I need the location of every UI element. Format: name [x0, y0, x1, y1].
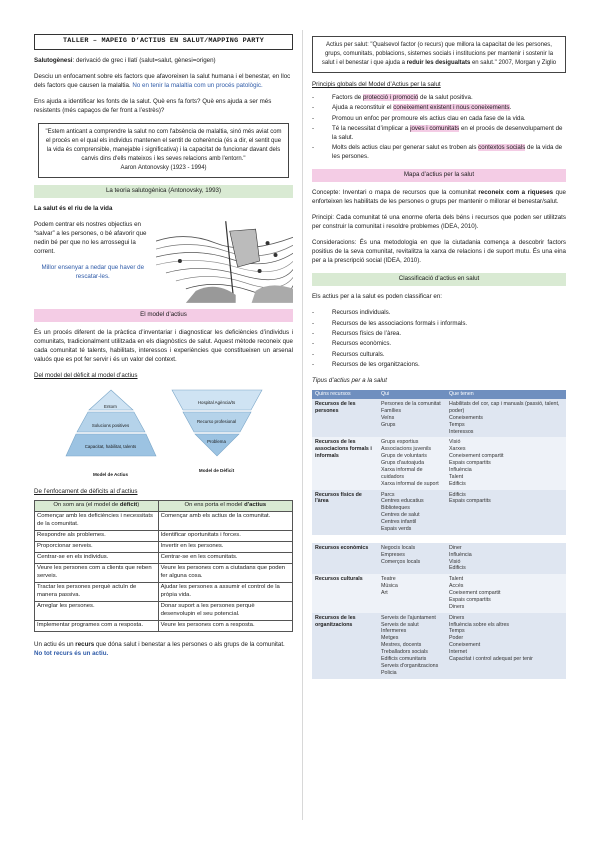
deficit-to-asset-heading: Del model del dèficit al model d’actius [34, 371, 138, 379]
closing-paragraph: Un actiu és un recurs que dóna salut i benestar a les persones o als grups de la comunitat. No tot recurs és un actiu. [34, 640, 285, 657]
resources-header-row [312, 390, 566, 399]
highlight: protecció i promoció [362, 93, 419, 101]
table-row [35, 583, 293, 602]
quote-author: Aaron Antonovsky (1923 - 1994) [120, 164, 207, 171]
resource-category: Recursos de les associacions formals i informals [312, 437, 378, 489]
highlight: joves i comunitats [410, 125, 460, 133]
asset-pyramid-caption: Model de Actius [92, 471, 129, 477]
asset-cell: Ajudar les persones a assumir el control de la pròpia vida. [158, 583, 292, 602]
resource-category: Recursos econòmics [312, 543, 378, 575]
section-band-salutogenic-theory: La teoria salutogènica (Antonovsky, 1993) [34, 185, 293, 198]
table-row [35, 620, 293, 631]
class-item: - Recursos de les organitzacions. [312, 361, 566, 370]
principle-item: - Té la necessitat d’implicar a joves i comunitats en el procés de desenvolupament de la salut. [312, 125, 566, 143]
asset-cell: Donar suport a les persones perquè desenvolupin el seu potencial. [158, 601, 292, 620]
deficit-asset-table [34, 500, 293, 632]
river-section [34, 221, 293, 303]
resources-row [312, 490, 566, 535]
class-item: - Recursos individuals. [312, 309, 566, 318]
river-text: Podem centrar els nostres objectius en “salvar” a les persones, o bé afavorir que nedin bé per que no les arrossegui la corrent. [34, 220, 147, 255]
table-heading: De l’enfocament de dèficits al d’actius [34, 488, 138, 496]
deficit-cell: Implementar programes com a resposta. [35, 620, 159, 631]
table-header-row [35, 501, 293, 512]
asset-cell: Veure les persones com a resposta. [158, 620, 292, 631]
principles-list [312, 94, 566, 162]
resource-category: Recursos físics de l'àrea [312, 490, 378, 535]
resource-who: Negocis locals Empreses Comerços locals [378, 543, 446, 575]
section-band-classification: Classificació d’actius en salut [312, 273, 566, 286]
class-item: - Recursos econòmics. [312, 340, 566, 349]
deficit-cell: Veure les persones com a clients que reben serveis. [35, 564, 159, 583]
resource-who: Teatre Música Art [378, 574, 446, 612]
table-body [35, 512, 293, 632]
principle-item: - Factors de protecció i promoció de la salut positiva. [312, 94, 566, 103]
resource-who: Grups esportius Associacions juvenils Grups de voluntaris Grups d'autoajuda Xarxa informal de cuidadors Xarxa informal de suport [378, 437, 446, 489]
classes-list [312, 309, 566, 370]
asset-pyramid-tier-2: Solucions positives [91, 422, 130, 428]
considerations-paragraph: Consideracions: És una metodologia en que la ciutadania comença a descobrir factors positius de la seva comunitat, revitalitza la xarxa de relacions i de suport mutu. És una eina per a la prescripció social (IDEA, 2010). [312, 239, 566, 265]
resource-have: Diner Influència Visió Edificis [446, 543, 566, 575]
asset-pyramid-tier-1: Entorn [104, 403, 117, 409]
section-band-asset-map: Mapa d’actius per la salut [312, 169, 566, 182]
deficit-cell: Centrar-se en els individus. [35, 553, 159, 564]
table-row [35, 512, 293, 531]
resource-who: Parcs Centres educatius Biblioteques Centres de salut Centres infantil Espais verds [378, 490, 446, 535]
salutogenesi-definition: Salutogènesi: derivació de grec i llatí (salut=salut, gènesi=origen) [34, 56, 216, 64]
class-item: - Recursos de les associacions formals i informals. [312, 320, 566, 329]
table-gap [312, 535, 566, 543]
resource-have: Talent Accés Coeixement compartit Espais compartits Diners [446, 574, 566, 612]
table-row [35, 531, 293, 542]
asset-cell: Centrar-se en les comunitats. [158, 553, 292, 564]
asset-cell: Invertir en les persones. [158, 542, 292, 553]
principles-heading: Principis globals del Model d’Actius per la salut [312, 81, 441, 88]
classification-intro: Els actius per a la salut es poden classificar en: [312, 293, 443, 301]
resources-header-who: Qui [378, 390, 446, 399]
asset-cell: Veure les persones com a ciutadans que poden fer alguna cosa. [158, 564, 292, 583]
resource-have: Diners Influència sobre els altres Temps Poder Coneixement Internet Capacitat i control adequat per tenir [446, 613, 566, 679]
table-row [35, 553, 293, 564]
resource-who: Serveis de l'ajuntament Serveis de salut Infermeres Metges Mestres, docents Treballadors socials Edificis comunitaris Serveis d'organitzacions Policia [378, 613, 446, 679]
asset-pyramid [65, 388, 157, 479]
asset-definition-box: Actius per salut: "Qualsevol factor (o recurs) que millora la capacitat de les persones, grups, comunitats, poblacions, sistemes socials i institucions per mantenir i sostenir la salut i el benestar i que ajuda a reduir les desigualtats en salut." 2007, Morgan y Ziglio [312, 36, 566, 73]
river-blue-text: Millor ensenyar a nedar que haver de rescatar-les. [41, 263, 145, 280]
intro-paragraph: Desciu un enfocament sobre els factors que afavoreixen la salut humana i el benestar, en lloc dels factors que causen la malaltia. No en tenir la malaltia com un procés patològic. [34, 72, 291, 89]
deficit-cell: Respondre als problemes. [35, 531, 159, 542]
antonovsky-quote [38, 123, 289, 178]
deficit-pyramid-tier-2: Recurso profesional [196, 418, 237, 424]
asset-pyramid-tier-3: Capacitat, habilitat, talents [84, 444, 137, 450]
river-of-life-illustration [156, 221, 293, 303]
table-header-deficit: On som ara (el model de dèficit) [35, 501, 159, 512]
resource-category: Recursos de les persones [312, 399, 378, 437]
resources-body [312, 399, 566, 679]
class-item: - Recursos físics de l’àrea. [312, 330, 566, 339]
highlight: coneixement existent i nous coneixements [393, 104, 510, 112]
deficit-pyramid-tier-1: Hospital Agència/ts [197, 399, 236, 405]
deficit-pyramid-tier-3: Problema [207, 439, 226, 445]
types-heading: Tipus d’actius per a la salut [312, 377, 387, 385]
asset-cell: Identificar oportunitats i forces. [158, 531, 292, 542]
page-title: TALLER – MAPEIG D’ACTIUS EN SALUT/MAPPING PARTY [34, 34, 293, 50]
quote-text: "Estem anticant a comprendre la salut no com l'absència de malaltia, sinó més aviat com el procés en el qual els individus mantenen el sentit de coherència (és a dir, el sentit que la vida és comprensible, manejable i significativa) i la capacitat de funcionar davant dels canvis dins d'ells mateixos i les seves relacions amb l'entorn." [45, 128, 282, 162]
deficit-cell: Començar amb les deficiències i necessitats de la comunitat. [35, 512, 159, 531]
concept-paragraph: Concepte: Inventari o mapa de recursos que la comunitat reconeix com a riqueses que enforteixen les habilitats de les persones o grups per mantenir o millorar el benestar/salut. [312, 189, 566, 206]
column-divider [302, 30, 303, 820]
resources-row [312, 574, 566, 612]
resource-category: Recursos de les organitzacions [312, 613, 378, 679]
resource-who: Persones de la comunitat Famílies Veïns Grups [378, 399, 446, 437]
resources-row [312, 543, 566, 575]
question-paragraph: Ens ajuda a identificar les fonts de la salut. Què ens fa forts? Què ens ajuda a ser més resistents (més capaços de fer front a l’estrès)? [34, 97, 272, 114]
deficit-cell: Arreglar les persones. [35, 601, 159, 620]
resources-row [312, 437, 566, 489]
resources-header-have: Que tenen [446, 390, 566, 399]
principle-item: - Molts dels actius clau per generar salut es troben als contextos socials de la vida de les persones. [312, 144, 566, 162]
section-band-asset-model: El model d’actius [34, 309, 293, 322]
left-column [34, 34, 293, 666]
resource-have: Edificis Espais compartits [446, 490, 566, 535]
class-item: - Recursos culturals. [312, 351, 566, 360]
highlight: contextos socials [478, 144, 526, 152]
resource-have: Habilitats del cor, cap i manuals (passió, talent, poder) Coneixements Temps Interessos [446, 399, 566, 437]
deficit-cell: Tractar les persones perquè actuïn de manera passiva. [35, 583, 159, 602]
table-row [35, 564, 293, 583]
asset-cell: Començar amb els actius de la comunitat. [158, 512, 292, 531]
deficit-pyramid [171, 388, 263, 479]
table-header-assets: On ens porta el model d'actius [158, 501, 292, 512]
asset-model-paragraph: És un procés diferent de la pràctica d’inventariar i diagnosticar les deficiències d’individus i comunitats, tradicionalment utilitzada en els diagnòstics de salut. Aquest mètode reconeix que cada comunitat té talents, habilitats, interessos i experiències que constitueixen un arsenal valuós que es pot fer servir i és un valor del context. [34, 328, 293, 363]
resources-header-what: Quins recursos [312, 390, 378, 399]
principle-paragraph: Principi: Cada comunitat té una enorme oferta dels béns i recursos que poden ser utilitzats per construir la comunitat i resoldre problemes (IDEA, 2010). [312, 214, 566, 231]
resource-category: Recursos culturals [312, 574, 378, 612]
resource-have: Visió Xarxes Coneixement compartit Espais compartits Influència Talent Edificis [446, 437, 566, 489]
deficit-pyramid-caption: Model de Dèficit [198, 467, 235, 473]
river-title: La salut és el riu de la vida [34, 204, 113, 212]
table-row [35, 542, 293, 553]
right-column [312, 36, 566, 679]
principle-item: - Ajuda a reconstituir el coneixement existent i nous coneixements. [312, 104, 566, 113]
resources-table [312, 390, 566, 678]
principle-item: - Promou un enfoc per promoure els actius clau en cada fase de la vida. [312, 115, 566, 124]
resources-row [312, 613, 566, 679]
table-row [35, 601, 293, 620]
deficit-cell: Proporcionar serveis. [35, 542, 159, 553]
resources-row [312, 399, 566, 437]
pyramids-figure [34, 388, 293, 479]
